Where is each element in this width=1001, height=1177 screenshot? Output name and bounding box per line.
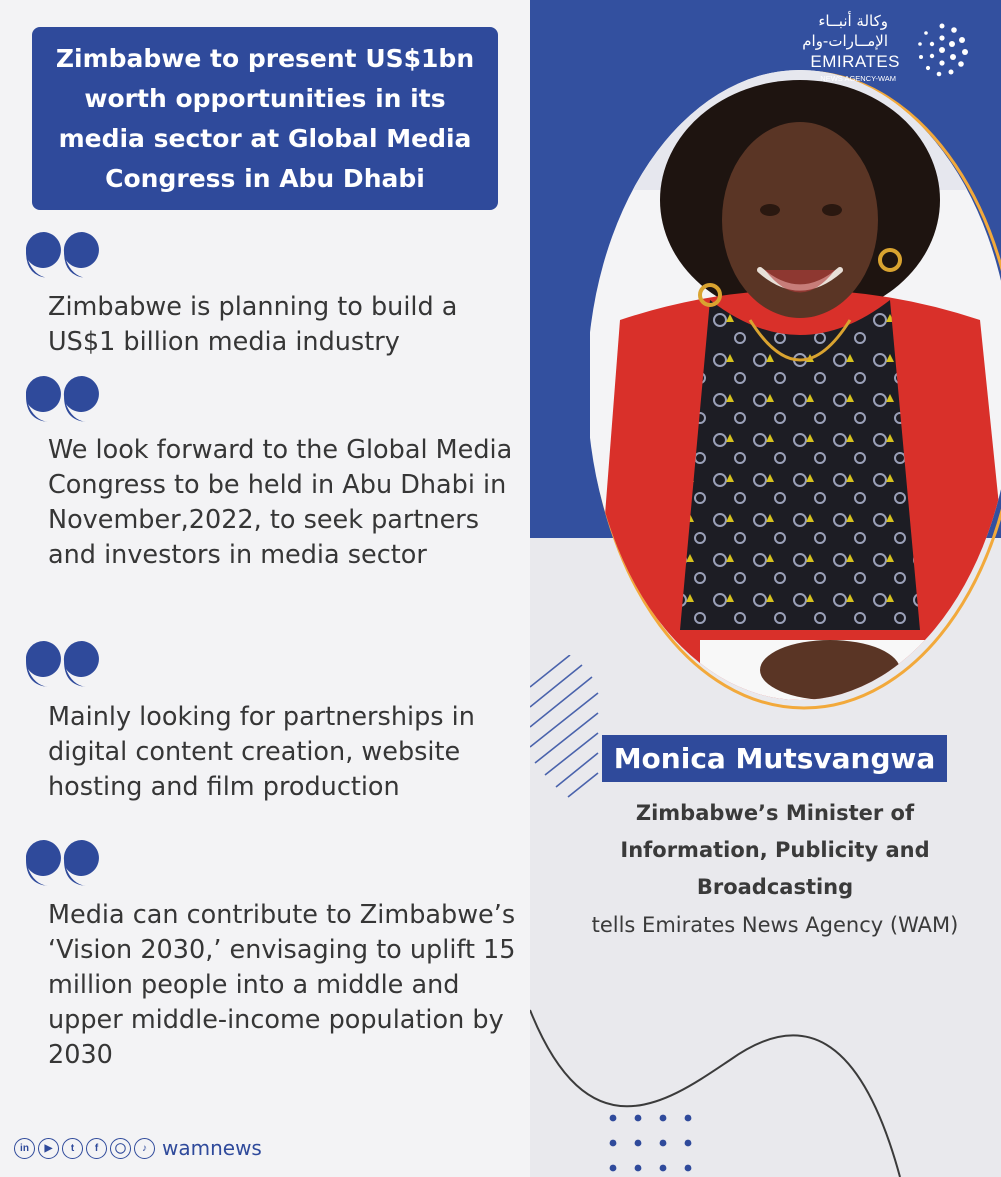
- quote-text-2: We look forward to the Global Media Congress to be held in Abu Dhabi in November,2022, to seek partners and investors in media sector: [48, 435, 513, 570]
- social-bar: [14, 1137, 262, 1159]
- quote-icon: [26, 840, 100, 888]
- logo-english: EMIRATES: [810, 52, 900, 71]
- youtube-icon[interactable]: ▶: [38, 1138, 59, 1159]
- quote-text-1: Zimbabwe is planning to build a US$1 billion media industry: [48, 292, 458, 357]
- linkedin-icon[interactable]: in: [14, 1138, 35, 1159]
- facebook-icon[interactable]: f: [86, 1138, 107, 1159]
- quote-icon: [26, 376, 100, 424]
- logo-dots-icon: [914, 22, 970, 78]
- twitter-icon[interactable]: t: [62, 1138, 83, 1159]
- instagram-icon[interactable]: ◯: [110, 1138, 131, 1159]
- person-role: Zimbabwe’s Minister of Information, Publicity and Broadcasting: [620, 801, 930, 899]
- person-name-box: [602, 735, 947, 782]
- quote-text-3: Mainly looking for partnerships in digital content creation, website hosting and film production: [48, 702, 475, 802]
- tiktok-icon[interactable]: ♪: [134, 1138, 155, 1159]
- person-name: Monica Mutsvangwa: [613, 742, 936, 775]
- decorative-dots: [605, 1110, 705, 1177]
- quote-icon: [26, 641, 100, 689]
- logo-arabic-line-1: وكالة أنبــاء: [818, 12, 888, 30]
- source-attribution: tells Emirates News Agency (WAM): [591, 913, 959, 937]
- social-handle[interactable]: wamnews: [162, 1136, 262, 1160]
- wam-logo: [802, 8, 988, 86]
- quote-text-4: Media can contribute to Zimbabwe’s ‘Vision 2030,’ envisaging to uplift 15 million people into a middle and upper middle-income population by 2030: [48, 900, 516, 1070]
- quote-icon: [26, 232, 100, 280]
- decorative-curve: [530, 900, 1001, 1177]
- portrait-photo: [590, 70, 1001, 710]
- headline-box: [32, 27, 498, 210]
- logo-subtitle: NEWS AGENCY-WAM: [820, 74, 896, 83]
- logo-arabic-line-2: الإمــارات-وام: [802, 32, 888, 50]
- headline: Zimbabwe to present US$1bn worth opportunities in its media sector at Global Media Congress in Abu Dhabi: [55, 43, 475, 193]
